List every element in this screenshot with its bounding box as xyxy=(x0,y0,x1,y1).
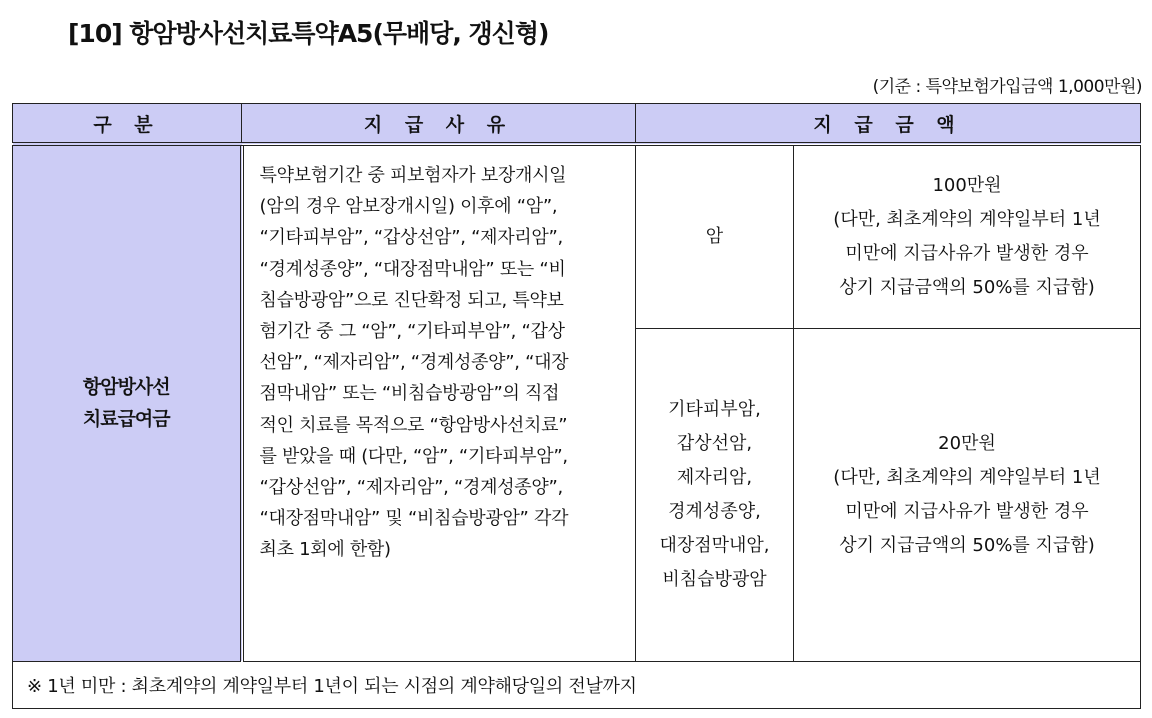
header-category: 구 분 xyxy=(13,104,242,145)
reason-cell xyxy=(242,144,636,661)
table-row xyxy=(13,144,1141,328)
footnote-row xyxy=(13,661,1141,708)
reason-line: “갑상선암”, “제자리암”, “경계성종양”, xyxy=(259,477,563,499)
amount-cell xyxy=(794,144,1141,328)
category-cell xyxy=(13,144,242,661)
cancer-type: 비침습방광암 xyxy=(662,568,767,590)
reason-line: “경계성종양”, “대장점막내암” 또는 “비 xyxy=(259,258,566,280)
amount-line: 상기 지급금액의 50%를 지급함) xyxy=(839,276,1095,298)
reason-line: 적인 치료를 목적으로 “항암방사선치료” xyxy=(259,414,568,436)
benefit-table xyxy=(12,103,1141,709)
cancer-type: 갑상선암, xyxy=(676,432,753,454)
amount-line: 상기 지급금액의 50%를 지급함) xyxy=(839,534,1095,556)
category-line: 치료급여금 xyxy=(82,408,170,431)
reason-line: 선암”, “제자리암”, “경계성종양”, “대장 xyxy=(259,352,569,374)
category-line: 항암방사선 xyxy=(82,376,170,399)
reason-line: 침습방광암”으로 진단확정 되고, 특약보 xyxy=(259,289,564,311)
reason-line: 를 받았을 때 (다만, “암”, “기타피부암”, xyxy=(259,445,568,467)
cancer-type: 기타피부암, xyxy=(668,398,761,420)
reason-line: “기타피부암”, “갑상선암”, “제자리암”, xyxy=(259,227,563,249)
footnote: ※ 1년 미만 : 최초계약의 계약일부터 1년이 되는 시점의 계약해당일의 전날까지 xyxy=(13,661,1141,708)
cancer-type: 암 xyxy=(705,225,724,247)
reason-line: 험기간 중 그 “암”, “기타피부암”, “갑상 xyxy=(259,321,565,343)
amount-line: 미만에 지급사유가 발생한 경우 xyxy=(845,500,1089,522)
amount-line: (다만, 최초계약의 계약일부터 1년 xyxy=(833,466,1101,488)
amount-line: (다만, 최초계약의 계약일부터 1년 xyxy=(833,208,1101,230)
cancer-type-cell xyxy=(636,328,794,661)
table-header-row xyxy=(13,104,1141,145)
header-amount: 지 급 금 액 xyxy=(636,104,1141,145)
reason-line: 점막내암” 또는 “비침습방광암”의 직접 xyxy=(259,383,560,405)
amount-line: 미만에 지급사유가 발생한 경우 xyxy=(845,242,1089,264)
reason-line: (암의 경우 암보장개시일) 이후에 “암”, xyxy=(259,196,558,218)
cancer-type: 대장점막내암, xyxy=(659,534,770,556)
cancer-type: 제자리암, xyxy=(676,466,753,488)
basis-note: (기준 : 특약보험가입금액 1,000만원) xyxy=(872,77,1142,97)
amount-cell xyxy=(794,328,1141,661)
cancer-type-cell xyxy=(636,144,794,328)
header-reason: 지 급 사 유 xyxy=(242,104,636,145)
reason-line: “대장점막내암” 및 “비침습방광암” 각각 xyxy=(259,508,569,530)
reason-line: 최초 1회에 한함) xyxy=(259,539,391,561)
amount-line: 100만원 xyxy=(932,174,1002,196)
page-title: [10] 항암방사선치료특약A5(무배당, 갱신형) xyxy=(68,19,549,48)
reason-line: 특약보험기간 중 피보험자가 보장개시일 xyxy=(259,165,567,186)
cancer-type: 경계성종양, xyxy=(668,500,761,522)
amount-line: 20만원 xyxy=(938,432,996,454)
